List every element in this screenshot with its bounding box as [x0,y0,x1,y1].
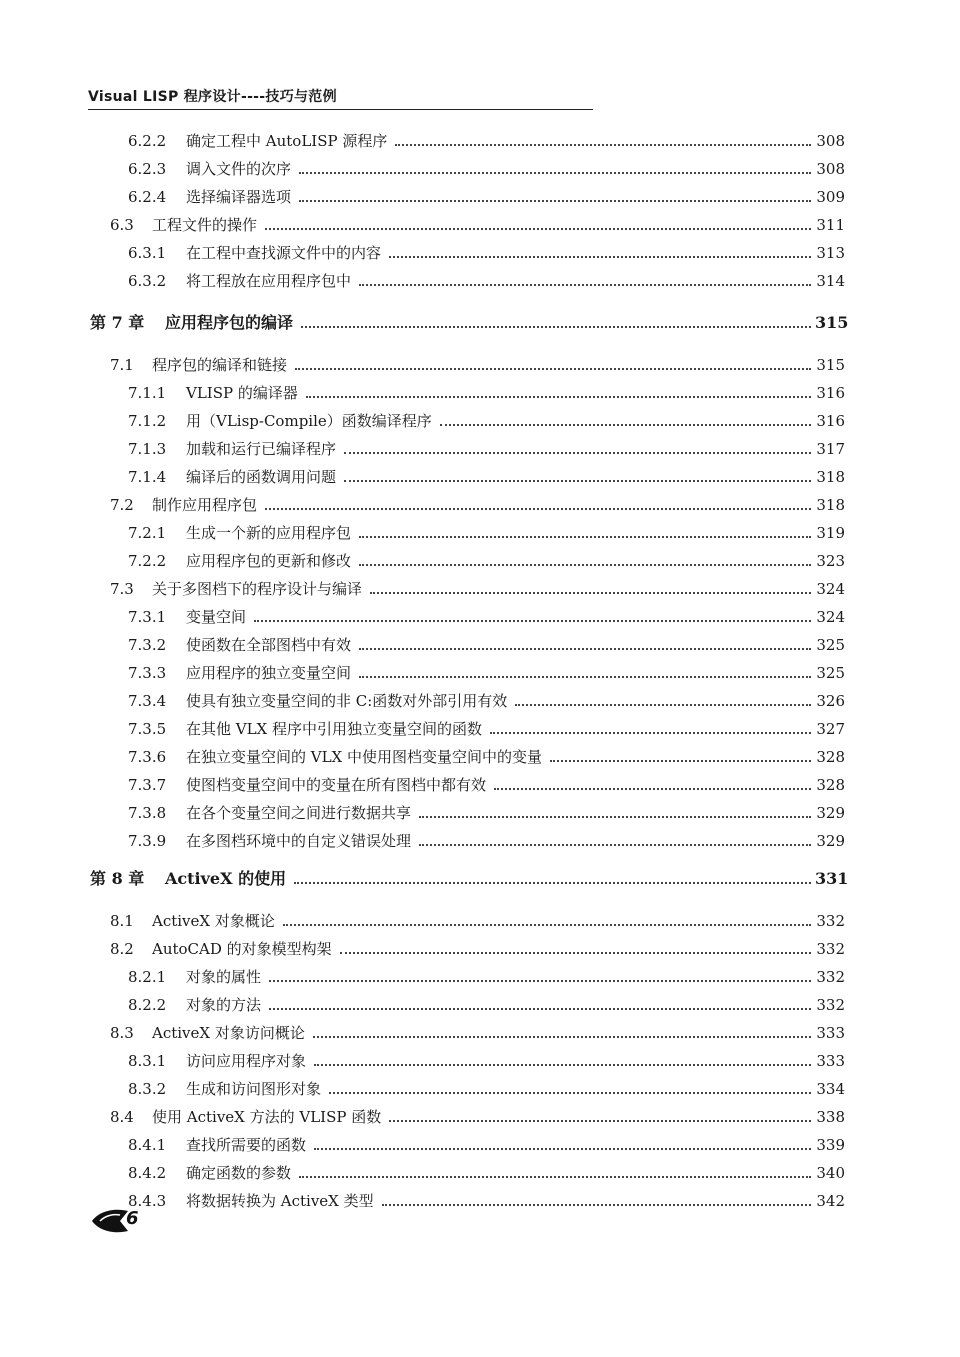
dot-leader [490,732,811,734]
toc-page-number: 309 [816,188,845,206]
toc-entry [128,518,845,542]
toc-number: 7.1.3 [128,440,167,458]
toc-entry [110,934,845,958]
toc-title: 将数据转换为 ActiveX 类型 [186,1192,374,1210]
toc-number: 7.3.6 [128,748,167,766]
dot-leader [359,648,811,650]
toc-page-number: 329 [816,804,845,822]
toc-entry [128,378,845,402]
toc-entry [128,126,845,150]
toc-page-number: 327 [816,720,845,738]
dot-leader [340,952,811,954]
dot-leader [313,1036,811,1038]
toc-number: 6.3.1 [128,244,167,262]
toc-entry [128,798,845,822]
toc-page-number: 332 [816,912,845,930]
toc-number: 7.3.1 [128,608,167,626]
toc-entry [128,1046,845,1070]
toc-title: 调入文件的次序 [186,160,292,178]
dot-leader [329,1092,811,1094]
dot-leader [265,508,811,510]
toc-title: 应用程序包的编译 [165,313,294,332]
dot-leader [314,1064,811,1066]
toc-title: ActiveX 对象访问概论 [152,1024,305,1042]
dot-leader [515,704,811,706]
toc-number: 8.3 [110,1024,134,1042]
toc-page-number: 315 [815,313,849,332]
toc-entry [128,990,845,1014]
toc-number: 7.3.3 [128,664,167,682]
page-footer-badge [90,1208,150,1234]
toc-entry [110,210,845,234]
toc-number: 7.2.1 [128,524,167,542]
toc-page-number: 319 [816,524,845,542]
toc-number: 8.2.1 [128,968,167,986]
dot-leader [440,424,811,426]
toc-title: 在多图档环境中的自定义错误处理 [186,832,412,850]
toc-chapter [90,308,849,332]
toc-page-number: 324 [816,580,845,598]
toc-title: 编译后的函数调用问题 [186,468,337,486]
dot-leader [494,788,811,790]
toc-title: 确定函数的参数 [186,1164,292,1182]
toc-number: 7.1.4 [128,468,167,486]
toc-entry [110,490,845,514]
dot-leader [359,284,811,286]
toc-page-number: 313 [816,244,845,262]
toc-number: 6.2.3 [128,160,167,178]
toc-title: 在独立变量空间的 VLX 中使用图档变量空间中的变量 [186,748,543,766]
toc-number: 6.2.4 [128,188,167,206]
toc-page-number: 318 [816,496,845,514]
dot-leader [389,1120,811,1122]
dot-leader [269,980,811,982]
toc-entry [128,1158,845,1182]
toc-entry [128,1130,845,1154]
toc-entry [128,714,845,738]
toc-title: 用（VLisp-Compile）函数编译程序 [186,412,432,430]
dot-leader [389,256,811,258]
toc-title: 对象的属性 [186,968,262,986]
toc-page-number: 324 [816,608,845,626]
toc-page-number: 315 [816,356,845,374]
toc-number: 7.1.2 [128,412,167,430]
toc-page-number: 338 [816,1108,845,1126]
dot-leader [344,452,811,454]
toc-title: 使图档变量空间中的变量在所有图档中都有效 [186,776,487,794]
toc-entry [128,742,845,766]
toc-page-number: 339 [816,1136,845,1154]
dot-leader [269,1008,811,1010]
toc-number: 8.2 [110,940,134,958]
toc-entry [128,658,845,682]
toc-entry [110,1102,845,1126]
toc-title: 生成和访问图形对象 [186,1080,322,1098]
toc-title: 应用程序的独立变量空间 [186,664,352,682]
toc-title: 生成一个新的应用程序包 [186,524,352,542]
toc-title: 在各个变量空间之间进行数据共享 [186,804,412,822]
dot-leader [550,760,811,762]
toc-entry [128,154,845,178]
toc-page-number: 331 [815,869,849,888]
toc-entry [128,826,845,850]
toc-number: 8.4 [110,1108,134,1126]
dot-leader [359,536,811,538]
page-number: 6 [126,1208,139,1229]
dot-leader [419,844,811,846]
toc-number: 6.3 [110,216,134,234]
toc-number: 8.1 [110,912,134,930]
dot-leader [370,592,811,594]
toc-number: 第 8 章 [90,869,145,888]
toc-number: 7.1 [110,356,134,374]
toc-page-number: 323 [816,552,845,570]
toc-title: 加载和运行已编译程序 [186,440,337,458]
toc-title: 使用 ActiveX 方法的 VLISP 函数 [152,1108,382,1126]
toc-page-number: 325 [816,636,845,654]
toc-number: 8.4.3 [128,1192,167,1210]
toc-title: 将工程放在应用程序包中 [186,272,352,290]
toc-page-number: 314 [816,272,845,290]
toc-title: 在其他 VLX 程序中引用独立变量空间的函数 [186,720,483,738]
toc-number: 7.3 [110,580,134,598]
toc-page-number: 334 [816,1080,845,1098]
dot-leader [294,882,811,884]
toc-number: 7.3.7 [128,776,167,794]
toc-page-number: 316 [816,384,845,402]
toc-page-number: 333 [816,1024,845,1042]
dot-leader [299,200,811,202]
dot-leader [419,816,811,818]
toc-entry [128,266,845,290]
toc-entry [128,962,845,986]
toc-title: 查找所需要的函数 [186,1136,307,1154]
toc-title: 访问应用程序对象 [186,1052,307,1070]
toc-title: 确定工程中 AutoLISP 源程序 [186,132,388,150]
running-header: Visual LISP 程序设计----技巧与范例 [88,86,593,110]
dot-leader [359,676,811,678]
toc-page-number: 316 [816,412,845,430]
dot-leader [301,326,811,328]
toc-number: 8.3.2 [128,1080,167,1098]
dot-leader [265,228,811,230]
toc-chapter [90,864,849,888]
toc-entry [128,182,845,206]
toc-title: 程序包的编译和链接 [152,356,288,374]
toc-number: 8.4.1 [128,1136,167,1154]
arrow-logo-icon [90,1208,130,1234]
toc-page-number: 308 [816,132,845,150]
toc-page-number: 328 [816,748,845,766]
toc-page-number: 342 [816,1192,845,1210]
toc-title: 关于多图档下的程序设计与编译 [152,580,363,598]
toc-entry [128,686,845,710]
toc-page-number: 318 [816,468,845,486]
dot-leader [344,480,811,482]
dot-leader [299,1176,811,1178]
toc-entry [128,630,845,654]
dot-leader [359,564,811,566]
toc-page-number: 328 [816,776,845,794]
toc-number: 8.3.1 [128,1052,167,1070]
toc-number: 7.2 [110,496,134,514]
toc-number: 7.3.8 [128,804,167,822]
toc-number: 8.4.2 [128,1164,167,1182]
toc-number: 7.1.1 [128,384,167,402]
dot-leader [283,924,811,926]
toc-entry [128,238,845,262]
toc-entry [128,462,845,486]
toc-entry [110,350,845,374]
toc-title: 选择编译器选项 [186,188,292,206]
toc-number: 7.3.5 [128,720,167,738]
toc-entry [110,574,845,598]
toc-number: 7.3.4 [128,692,167,710]
toc-page-number: 326 [816,692,845,710]
toc-page-number: 329 [816,832,845,850]
toc-entry [128,770,845,794]
toc-number: 8.2.2 [128,996,167,1014]
toc-title: 使函数在全部图档中有效 [186,636,352,654]
toc-entry [128,602,845,626]
toc-page-number: 333 [816,1052,845,1070]
toc-entry [128,406,845,430]
dot-leader [295,368,811,370]
dot-leader [382,1204,811,1206]
dot-leader [299,172,811,174]
toc-entry [110,906,845,930]
toc-title: ActiveX 对象概论 [152,912,275,930]
toc-number: 第 7 章 [90,313,145,332]
toc-title: 使具有独立变量空间的非 C:函数对外部引用有效 [186,692,508,710]
toc-page-number: 311 [816,216,845,234]
toc-title: ActiveX 的使用 [165,869,287,888]
toc-title: 工程文件的操作 [152,216,258,234]
toc-page-number: 340 [816,1164,845,1182]
toc-page-number: 325 [816,664,845,682]
toc-page-number: 332 [816,968,845,986]
toc-page-number: 332 [816,940,845,958]
toc-title: 在工程中查找源文件中的内容 [186,244,382,262]
toc-title: AutoCAD 的对象模型构架 [152,940,332,958]
toc-entry [128,1074,845,1098]
dot-leader [306,396,811,398]
toc-entry [128,1186,845,1210]
toc-number: 7.2.2 [128,552,167,570]
toc-title: 对象的方法 [186,996,262,1014]
dot-leader [395,144,811,146]
toc-number: 7.3.2 [128,636,167,654]
toc-entry [128,546,845,570]
toc-title: 变量空间 [186,608,247,626]
dot-leader [254,620,811,622]
dot-leader [314,1148,811,1150]
toc-page-number: 317 [816,440,845,458]
toc-entry [110,1018,845,1042]
toc-title: 制作应用程序包 [152,496,258,514]
toc-title: VLISP 的编译器 [186,384,298,402]
toc-number: 6.3.2 [128,272,167,290]
toc-number: 6.2.2 [128,132,167,150]
toc-number: 7.3.9 [128,832,167,850]
toc-entry [128,434,845,458]
toc-page-number: 308 [816,160,845,178]
toc-page-number: 332 [816,996,845,1014]
toc-title: 应用程序包的更新和修改 [186,552,352,570]
